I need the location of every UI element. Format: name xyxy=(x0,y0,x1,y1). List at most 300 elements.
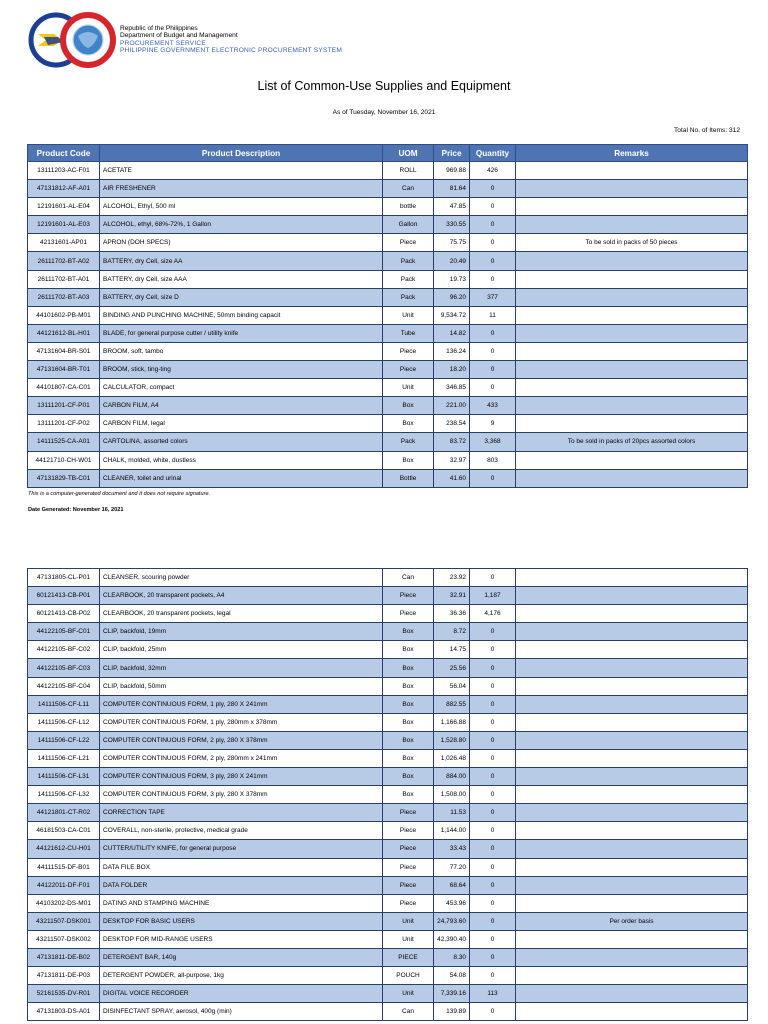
cell-quantity: 0 xyxy=(470,623,516,641)
cell-product-description: CUTTER/UTILITY KNIFE, for general purpose xyxy=(100,840,383,858)
cell-price: 96.20 xyxy=(434,288,470,306)
cell-uom: Box xyxy=(383,731,434,749)
cell-quantity: 0 xyxy=(470,1003,516,1021)
table-row xyxy=(28,858,748,876)
cell-quantity: 433 xyxy=(470,397,516,415)
cell-remarks xyxy=(516,324,748,342)
cell-uom: Unit xyxy=(383,379,434,397)
cell-product-description: BINDING AND PUNCHING MACHINE, 50mm binding capacit xyxy=(100,306,383,324)
cell-product-description: ACETATE xyxy=(100,162,383,180)
cell-price: 81.64 xyxy=(434,180,470,198)
cell-product-description: BATTERY, dry Cell, size AAA xyxy=(100,270,383,288)
cell-price: 8.72 xyxy=(434,623,470,641)
cell-product-code: 44121612-CU-H01 xyxy=(28,840,100,858)
cell-quantity: 3,368 xyxy=(470,433,516,451)
cell-product-description: CARBON FILM, legal xyxy=(100,415,383,433)
cell-uom: Pack xyxy=(383,252,434,270)
signature-note: This is a computer-generated document and it does not require signature. xyxy=(28,491,211,497)
cell-quantity: 0 xyxy=(470,930,516,948)
cell-uom: Box xyxy=(383,713,434,731)
cell-price: 24,793.60 xyxy=(434,912,470,930)
cell-quantity: 0 xyxy=(470,786,516,804)
table-row xyxy=(28,804,748,822)
col-quantity: Quantity xyxy=(470,145,516,162)
cell-uom: Piece xyxy=(383,840,434,858)
cell-remarks xyxy=(516,731,748,749)
cell-uom: Box xyxy=(383,451,434,469)
cell-product-description: CLEANSER, scouring powder xyxy=(100,569,383,587)
table-row xyxy=(28,379,748,397)
cell-product-description: ALCOHOL, Ethyl, 500 ml xyxy=(100,198,383,216)
cell-uom: Box xyxy=(383,786,434,804)
cell-quantity: 4,176 xyxy=(470,605,516,623)
table-row xyxy=(28,967,748,985)
cell-price: 14.75 xyxy=(434,641,470,659)
cell-product-code: 26111702-BT-A01 xyxy=(28,270,100,288)
cell-uom: Can xyxy=(383,180,434,198)
cell-remarks xyxy=(516,768,748,786)
cell-uom: Pack xyxy=(383,433,434,451)
table-row xyxy=(28,749,748,767)
cell-product-code: 44121612-BL-H01 xyxy=(28,324,100,342)
cell-price: 139.89 xyxy=(434,1003,470,1021)
cell-product-description: DETERGENT BAR, 140g xyxy=(100,948,383,966)
cell-remarks xyxy=(516,605,748,623)
cell-product-code: 60121413-CB-P01 xyxy=(28,587,100,605)
cell-quantity: 0 xyxy=(470,768,516,786)
table-row xyxy=(28,180,748,198)
cell-quantity: 0 xyxy=(470,252,516,270)
cell-product-code: 44122105-BF-C01 xyxy=(28,623,100,641)
cell-product-description: CLIP, backfold, 32mm xyxy=(100,659,383,677)
cell-quantity: 803 xyxy=(470,451,516,469)
cell-quantity: 0 xyxy=(470,361,516,379)
cell-uom: bottle xyxy=(383,198,434,216)
cell-uom: Box xyxy=(383,749,434,767)
cell-product-code: 47131604-BR-S01 xyxy=(28,342,100,360)
table-row xyxy=(28,1003,748,1021)
cell-price: 77.20 xyxy=(434,858,470,876)
cell-quantity: 0 xyxy=(470,569,516,587)
page-header xyxy=(24,12,744,68)
table-row xyxy=(28,216,748,234)
table-row xyxy=(28,605,748,623)
cell-product-code: 43211507-DSK002 xyxy=(28,930,100,948)
cell-uom: Pack xyxy=(383,270,434,288)
cell-remarks xyxy=(516,569,748,587)
table-row xyxy=(28,641,748,659)
cell-price: 36.36 xyxy=(434,605,470,623)
cell-uom: PIECE xyxy=(383,948,434,966)
cell-product-description: APRON (DOH SPECS) xyxy=(100,234,383,252)
header-service: PROCUREMENT SERVICE xyxy=(120,39,206,47)
table-row xyxy=(28,270,748,288)
table-row xyxy=(28,822,748,840)
cell-uom: Gallon xyxy=(383,216,434,234)
cell-remarks xyxy=(516,822,748,840)
cell-price: 47.85 xyxy=(434,198,470,216)
cell-product-code: 14111525-CA-A01 xyxy=(28,433,100,451)
cell-price: 1,026.48 xyxy=(434,749,470,767)
cell-product-code: 44122105-BF-C03 xyxy=(28,659,100,677)
cell-quantity: 426 xyxy=(470,162,516,180)
table-row xyxy=(28,768,748,786)
cell-remarks xyxy=(516,894,748,912)
cell-product-code: 46181503-CA-C01 xyxy=(28,822,100,840)
cell-price: 11.53 xyxy=(434,804,470,822)
cell-price: 884.00 xyxy=(434,768,470,786)
cell-price: 42,390.40 xyxy=(434,930,470,948)
cell-product-code: 44101807-CA-C01 xyxy=(28,379,100,397)
header-system: PHILIPPINE GOVERNMENT ELECTRONIC PROCUREMENT SYSTEM xyxy=(120,47,343,55)
cell-uom: Piece xyxy=(383,894,434,912)
cell-quantity: 0 xyxy=(470,822,516,840)
cell-quantity: 0 xyxy=(470,894,516,912)
cell-uom: Tube xyxy=(383,324,434,342)
cell-product-code: 44121710-CH-W01 xyxy=(28,451,100,469)
cell-remarks xyxy=(516,804,748,822)
cell-uom: Piece xyxy=(383,234,434,252)
cell-remarks xyxy=(516,786,748,804)
cell-product-code: 44103202-DS-M01 xyxy=(28,894,100,912)
cell-product-description: BROOM, stick, ting-ting xyxy=(100,361,383,379)
table-row xyxy=(28,361,748,379)
cell-remarks xyxy=(516,749,748,767)
cell-quantity: 9 xyxy=(470,415,516,433)
table-row xyxy=(28,451,748,469)
cell-quantity: 0 xyxy=(470,948,516,966)
cell-price: 1,528.80 xyxy=(434,731,470,749)
cell-product-description: CLIP, backfold, 19mm xyxy=(100,623,383,641)
cell-product-description: BROOM, soft, tambo xyxy=(100,342,383,360)
table-row xyxy=(28,930,748,948)
cell-quantity: 0 xyxy=(470,342,516,360)
cell-remarks: Per order basis xyxy=(516,912,748,930)
cell-product-code: 14111506-CF-L21 xyxy=(28,749,100,767)
cell-price: 1,508.00 xyxy=(434,786,470,804)
cell-remarks xyxy=(516,930,748,948)
cell-uom: ROLL xyxy=(383,162,434,180)
col-product-code: Product Code xyxy=(28,145,100,162)
cell-product-description: COMPUTER CONTINUOUS FORM, 2 ply, 280 X 378mm xyxy=(100,731,383,749)
cell-price: 969.88 xyxy=(434,162,470,180)
table-row xyxy=(28,912,748,930)
table-body xyxy=(28,162,748,488)
table-row xyxy=(28,433,748,451)
as-of-date: As of Tuesday, November 16, 2021 xyxy=(332,109,436,116)
cell-quantity: 0 xyxy=(470,967,516,985)
table-row xyxy=(28,415,748,433)
cell-quantity: 0 xyxy=(470,695,516,713)
cell-product-code: 12191601-AL-E04 xyxy=(28,198,100,216)
table-row xyxy=(28,713,748,731)
cell-quantity: 113 xyxy=(470,985,516,1003)
cell-remarks xyxy=(516,379,748,397)
header-department: Department of Budget and Management xyxy=(120,32,238,40)
cell-remarks xyxy=(516,858,748,876)
cell-product-code: 14111506-CF-L32 xyxy=(28,786,100,804)
table-body xyxy=(28,569,748,1021)
cell-remarks xyxy=(516,967,748,985)
cell-uom: Piece xyxy=(383,605,434,623)
cell-remarks xyxy=(516,677,748,695)
cell-remarks xyxy=(516,659,748,677)
table-row xyxy=(28,695,748,713)
table-row xyxy=(28,469,748,487)
cell-quantity: 0 xyxy=(470,379,516,397)
cell-quantity: 0 xyxy=(470,324,516,342)
cell-price: 83.72 xyxy=(434,433,470,451)
table-row xyxy=(28,342,748,360)
cell-quantity: 1,187 xyxy=(470,587,516,605)
cell-price: 32.97 xyxy=(434,451,470,469)
cell-price: 19.73 xyxy=(434,270,470,288)
table-row xyxy=(28,948,748,966)
col-uom: UOM xyxy=(383,145,434,162)
procurement-service-logo xyxy=(24,12,116,68)
supplies-table-page-2 xyxy=(27,568,748,1021)
cell-product-code: 47131812-AF-A01 xyxy=(28,180,100,198)
cell-product-description: CARTOLINA, assorted colors xyxy=(100,433,383,451)
cell-price: 23.92 xyxy=(434,569,470,587)
cell-price: 18.20 xyxy=(434,361,470,379)
table-row xyxy=(28,659,748,677)
cell-product-description: CLIP, backfold, 50mm xyxy=(100,677,383,695)
table-row xyxy=(28,894,748,912)
col-price: Price xyxy=(434,145,470,162)
cell-product-code: 44122105-BF-C04 xyxy=(28,677,100,695)
col-remarks: Remarks xyxy=(516,145,748,162)
table-row xyxy=(28,985,748,1003)
cell-price: 8.30 xyxy=(434,948,470,966)
cell-product-description: COMPUTER CONTINUOUS FORM, 1 ply, 280 X 241mm xyxy=(100,695,383,713)
cell-product-code: 26111702-BT-A03 xyxy=(28,288,100,306)
supplies-table-page-1 xyxy=(27,144,748,488)
cell-product-code: 43211507-DSK001 xyxy=(28,912,100,930)
cell-product-description: COMPUTER CONTINUOUS FORM, 2 ply, 280mm x 241mm xyxy=(100,749,383,767)
table-row xyxy=(28,731,748,749)
cell-remarks xyxy=(516,985,748,1003)
date-generated: Date Generated: November 16, 2021 xyxy=(28,507,124,513)
table-row xyxy=(28,677,748,695)
cell-uom: Box xyxy=(383,623,434,641)
cell-product-code: 47131805-CL-P01 xyxy=(28,569,100,587)
cell-uom: POUCH xyxy=(383,967,434,985)
cell-quantity: 0 xyxy=(470,641,516,659)
cell-remarks xyxy=(516,840,748,858)
total-items: Total No. of Items: 312 xyxy=(674,127,740,134)
cell-uom: Bottle xyxy=(383,469,434,487)
cell-product-code: 14111506-CF-L31 xyxy=(28,768,100,786)
cell-product-code: 52161535-DV-R01 xyxy=(28,985,100,1003)
cell-uom: Box xyxy=(383,768,434,786)
table-header-row xyxy=(28,145,748,162)
cell-remarks xyxy=(516,216,748,234)
cell-quantity: 0 xyxy=(470,840,516,858)
cell-product-description: DISINFECTANT SPRAY, aerosol, 400g (min) xyxy=(100,1003,383,1021)
cell-product-code: 14111506-CF-L22 xyxy=(28,731,100,749)
cell-product-code: 44122011-DF-F01 xyxy=(28,876,100,894)
cell-remarks xyxy=(516,397,748,415)
cell-remarks xyxy=(516,713,748,731)
cell-product-description: COMPUTER CONTINUOUS FORM, 3 ply, 280 X 241mm xyxy=(100,768,383,786)
cell-product-code: 60121413-CB-P02 xyxy=(28,605,100,623)
cell-uom: Box xyxy=(383,397,434,415)
cell-uom: Box xyxy=(383,677,434,695)
cell-product-code: 44121801-CT-R02 xyxy=(28,804,100,822)
cell-price: 1,144.00 xyxy=(434,822,470,840)
cell-quantity: 0 xyxy=(470,659,516,677)
cell-remarks xyxy=(516,587,748,605)
cell-uom: Unit xyxy=(383,912,434,930)
cell-product-code: 47131811-DE-B02 xyxy=(28,948,100,966)
cell-product-description: DATING AND STAMPING MACHINE xyxy=(100,894,383,912)
table-row xyxy=(28,324,748,342)
cell-product-description: DATA FOLDER xyxy=(100,876,383,894)
header-republic: Republic of the Philippines xyxy=(120,25,198,32)
cell-product-description: CLEANER, toilet and urinal xyxy=(100,469,383,487)
cell-product-code: 47131803-DS-A01 xyxy=(28,1003,100,1021)
cell-product-code: 47131811-DE-P03 xyxy=(28,967,100,985)
cell-uom: Pack xyxy=(383,288,434,306)
cell-remarks xyxy=(516,306,748,324)
table-row xyxy=(28,162,748,180)
cell-product-description: COVERALL, non-sterile, protective, medical grade xyxy=(100,822,383,840)
cell-price: 1,166.88 xyxy=(434,713,470,731)
cell-uom: Unit xyxy=(383,306,434,324)
cell-product-code: 44101602-PB-M01 xyxy=(28,306,100,324)
cell-price: 68.64 xyxy=(434,876,470,894)
cell-quantity: 11 xyxy=(470,306,516,324)
cell-price: 238.54 xyxy=(434,415,470,433)
table-row xyxy=(28,288,748,306)
cell-remarks xyxy=(516,198,748,216)
cell-product-code: 47131829-TB-C01 xyxy=(28,469,100,487)
cell-remarks xyxy=(516,162,748,180)
cell-quantity: 377 xyxy=(470,288,516,306)
cell-price: 14.82 xyxy=(434,324,470,342)
cell-product-description: CALCULATOR, compact xyxy=(100,379,383,397)
cell-product-code: 14111506-CF-L12 xyxy=(28,713,100,731)
cell-quantity: 0 xyxy=(470,180,516,198)
cell-product-description: DESKTOP FOR MID-RANGE USERS xyxy=(100,930,383,948)
table-row xyxy=(28,876,748,894)
cell-quantity: 0 xyxy=(470,713,516,731)
cell-quantity: 0 xyxy=(470,677,516,695)
cell-remarks xyxy=(516,288,748,306)
table-row xyxy=(28,306,748,324)
cell-uom: Unit xyxy=(383,985,434,1003)
cell-quantity: 0 xyxy=(470,469,516,487)
cell-product-code: 13111203-AC-F01 xyxy=(28,162,100,180)
cell-price: 882.55 xyxy=(434,695,470,713)
cell-uom: Piece xyxy=(383,858,434,876)
cell-product-description: DESKTOP FOR BASIC USERS xyxy=(100,912,383,930)
cell-product-description: CORRECTION TAPE xyxy=(100,804,383,822)
cell-quantity: 0 xyxy=(470,912,516,930)
cell-remarks xyxy=(516,623,748,641)
cell-quantity: 0 xyxy=(470,234,516,252)
table-row xyxy=(28,786,748,804)
cell-uom: Piece xyxy=(383,342,434,360)
cell-product-description: DIGITAL VOICE RECORDER xyxy=(100,985,383,1003)
cell-product-code: 26111702-BT-A02 xyxy=(28,252,100,270)
cell-price: 41.60 xyxy=(434,469,470,487)
cell-product-description: BLADE, for general purpose cutter / utility knife xyxy=(100,324,383,342)
cell-uom: Can xyxy=(383,1003,434,1021)
cell-uom: Box xyxy=(383,659,434,677)
cell-uom: Box xyxy=(383,641,434,659)
cell-product-description: CLEARBOOK, 20 transparent pockets, A4 xyxy=(100,587,383,605)
cell-product-code: 42131601-AP01 xyxy=(28,234,100,252)
cell-remarks xyxy=(516,342,748,360)
table-row xyxy=(28,397,748,415)
cell-uom: Box xyxy=(383,415,434,433)
cell-product-description: BATTERY, dry Cell, size AA xyxy=(100,252,383,270)
cell-remarks xyxy=(516,1003,748,1021)
cell-product-code: 12191601-AL-E03 xyxy=(28,216,100,234)
cell-quantity: 0 xyxy=(470,876,516,894)
cell-remarks xyxy=(516,361,748,379)
cell-product-description: CLIP, backfold, 25mm xyxy=(100,641,383,659)
table-row xyxy=(28,234,748,252)
table-row xyxy=(28,252,748,270)
cell-product-description: CHALK, molded, white, dustless xyxy=(100,451,383,469)
cell-remarks xyxy=(516,641,748,659)
cell-product-description: AIR FRESHENER xyxy=(100,180,383,198)
cell-product-description: COMPUTER CONTINUOUS FORM, 1 ply, 280mm x 378mm xyxy=(100,713,383,731)
cell-uom: Piece xyxy=(383,876,434,894)
cell-price: 25.56 xyxy=(434,659,470,677)
cell-price: 32.91 xyxy=(434,587,470,605)
header-text xyxy=(120,25,342,55)
cell-uom: Piece xyxy=(383,804,434,822)
cell-price: 330.55 xyxy=(434,216,470,234)
cell-price: 453.96 xyxy=(434,894,470,912)
cell-quantity: 0 xyxy=(470,270,516,288)
cell-uom: Piece xyxy=(383,587,434,605)
cell-remarks xyxy=(516,415,748,433)
cell-remarks xyxy=(516,180,748,198)
cell-product-code: 47131604-BR-T01 xyxy=(28,361,100,379)
cell-product-code: 44122105-BF-C02 xyxy=(28,641,100,659)
cell-uom: Piece xyxy=(383,361,434,379)
cell-quantity: 0 xyxy=(470,804,516,822)
cell-product-code: 14111506-CF-L11 xyxy=(28,695,100,713)
cell-price: 136.24 xyxy=(434,342,470,360)
cell-remarks xyxy=(516,469,748,487)
cell-price: 7,339.16 xyxy=(434,985,470,1003)
cell-quantity: 0 xyxy=(470,198,516,216)
cell-quantity: 0 xyxy=(470,749,516,767)
table-row xyxy=(28,623,748,641)
table-row xyxy=(28,198,748,216)
cell-product-description: CARBON FILM, A4 xyxy=(100,397,383,415)
cell-product-description: DATA FILE BOX xyxy=(100,858,383,876)
table-row xyxy=(28,569,748,587)
cell-remarks xyxy=(516,252,748,270)
table-row xyxy=(28,840,748,858)
cell-product-description: ALCOHOL, ethyl, 68%-72%, 1 Gallon xyxy=(100,216,383,234)
page-title: List of Common-Use Supplies and Equipment xyxy=(257,79,511,93)
cell-price: 221.00 xyxy=(434,397,470,415)
cell-quantity: 0 xyxy=(470,216,516,234)
cell-uom: Unit xyxy=(383,930,434,948)
cell-product-code: 13111201-CF-P01 xyxy=(28,397,100,415)
cell-uom: Can xyxy=(383,569,434,587)
cell-price: 33.43 xyxy=(434,840,470,858)
cell-remarks xyxy=(516,695,748,713)
